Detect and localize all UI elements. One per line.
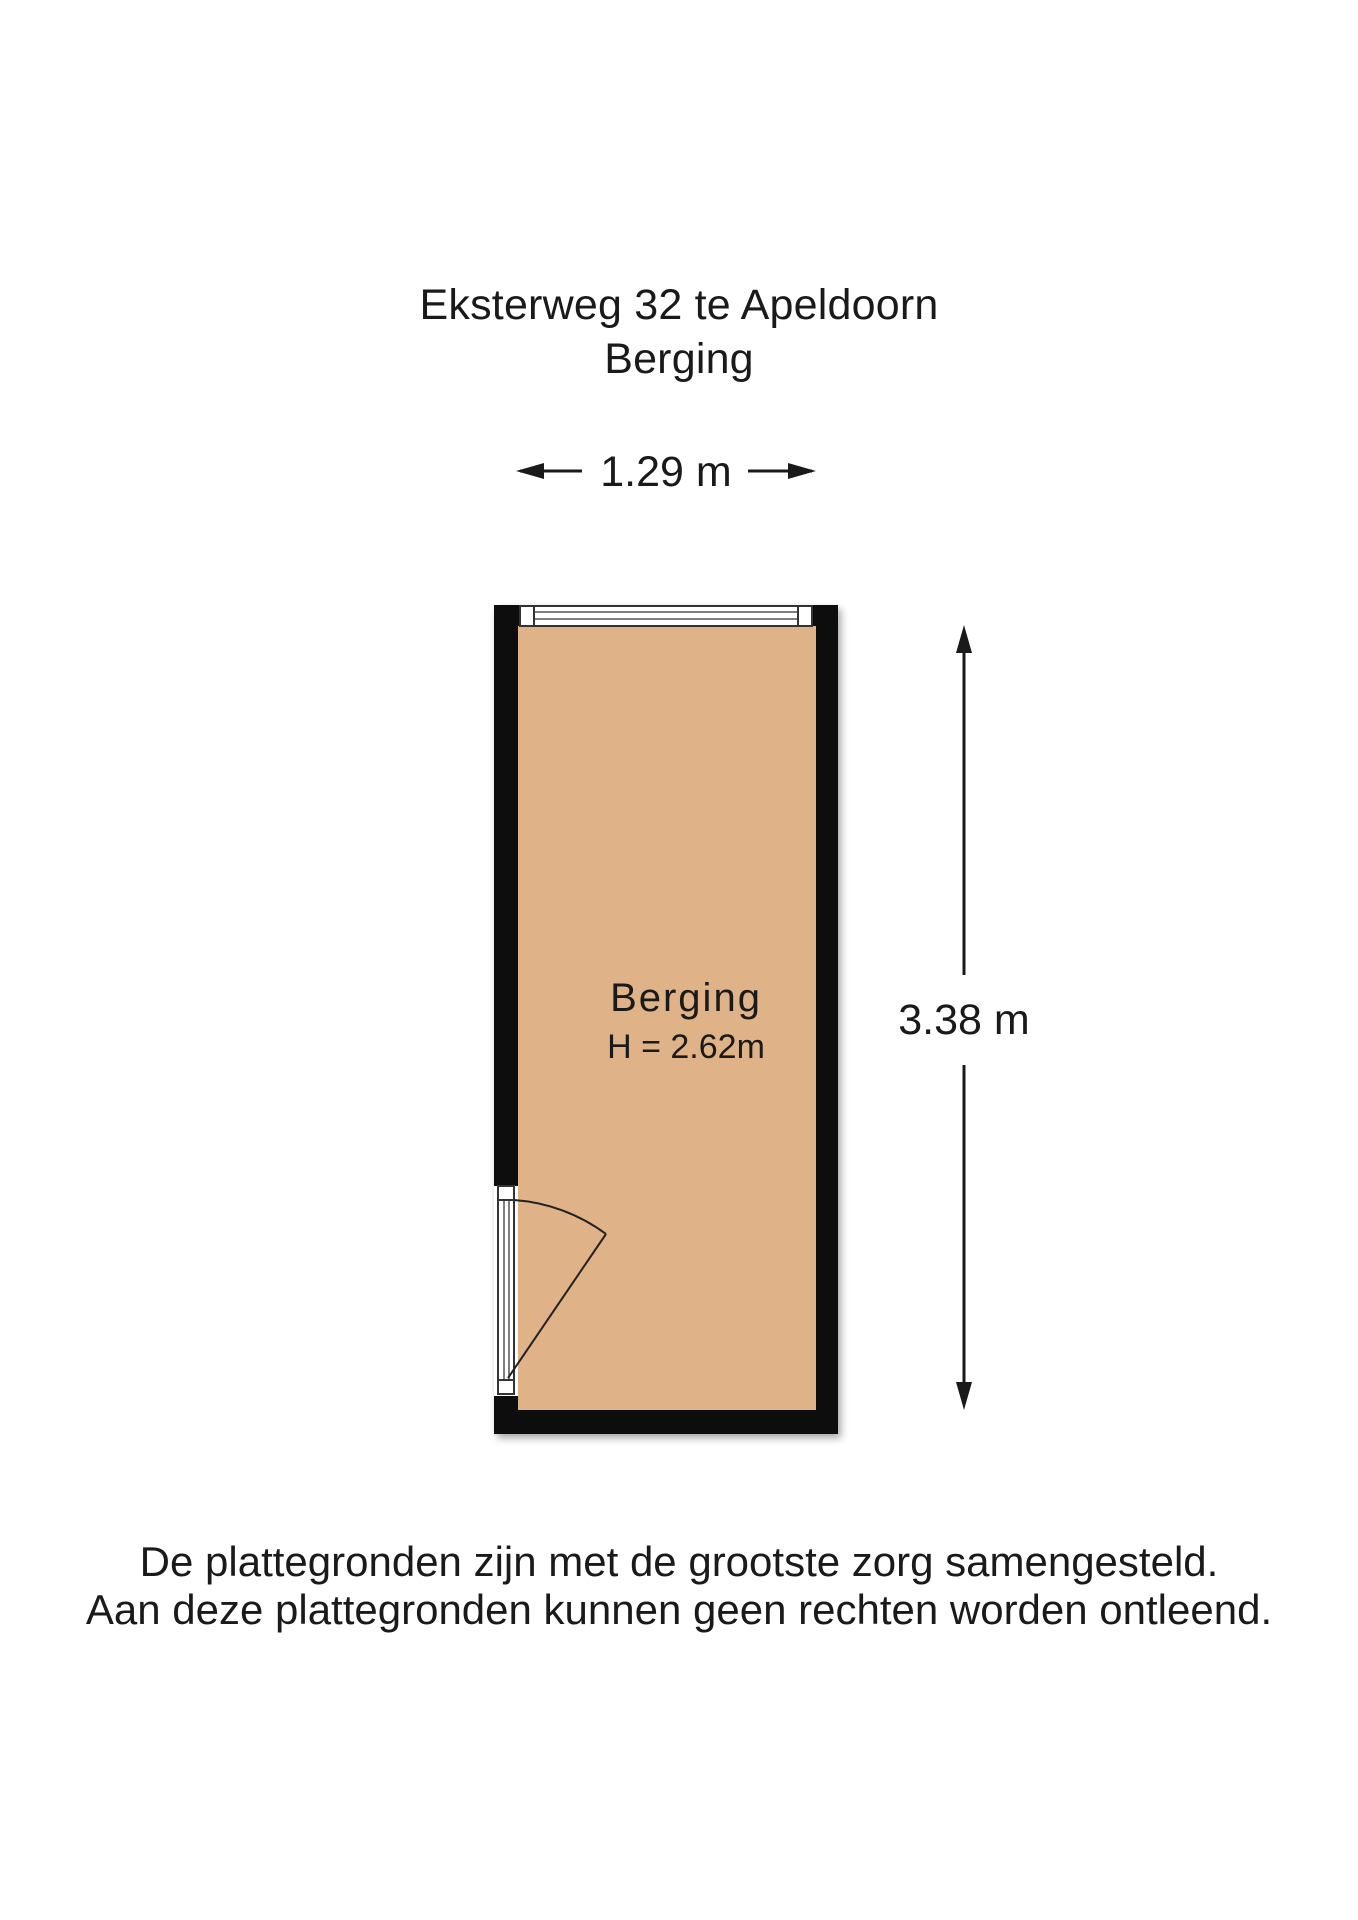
floor-title: Berging	[604, 335, 754, 383]
disclaimer	[0, 1538, 1358, 1634]
disclaimer-line-1: De plattegronden zijn met de grootste zorg samengesteld.	[139, 1538, 1219, 1585]
depth-arrow-top-head	[956, 625, 972, 653]
depth-label: 3.38 m	[898, 996, 1030, 1044]
width-arrow-right-head	[788, 463, 816, 479]
depth-arrow-bottom-head	[956, 1382, 972, 1410]
depth-dimension	[898, 625, 1029, 1410]
width-dimension	[516, 448, 816, 496]
top-window	[520, 606, 812, 626]
room-height-label: H = 2.62m	[607, 1028, 765, 1066]
width-label: 1.29 m	[600, 448, 732, 496]
address-title: Eksterweg 32 te Apeldoorn	[419, 281, 939, 329]
room-name-label: Berging	[610, 976, 762, 1020]
width-arrow-left-head	[516, 463, 544, 479]
disclaimer-line-2: Aan deze plattegronden kunnen geen rechten worden ontleend.	[85, 1586, 1273, 1633]
